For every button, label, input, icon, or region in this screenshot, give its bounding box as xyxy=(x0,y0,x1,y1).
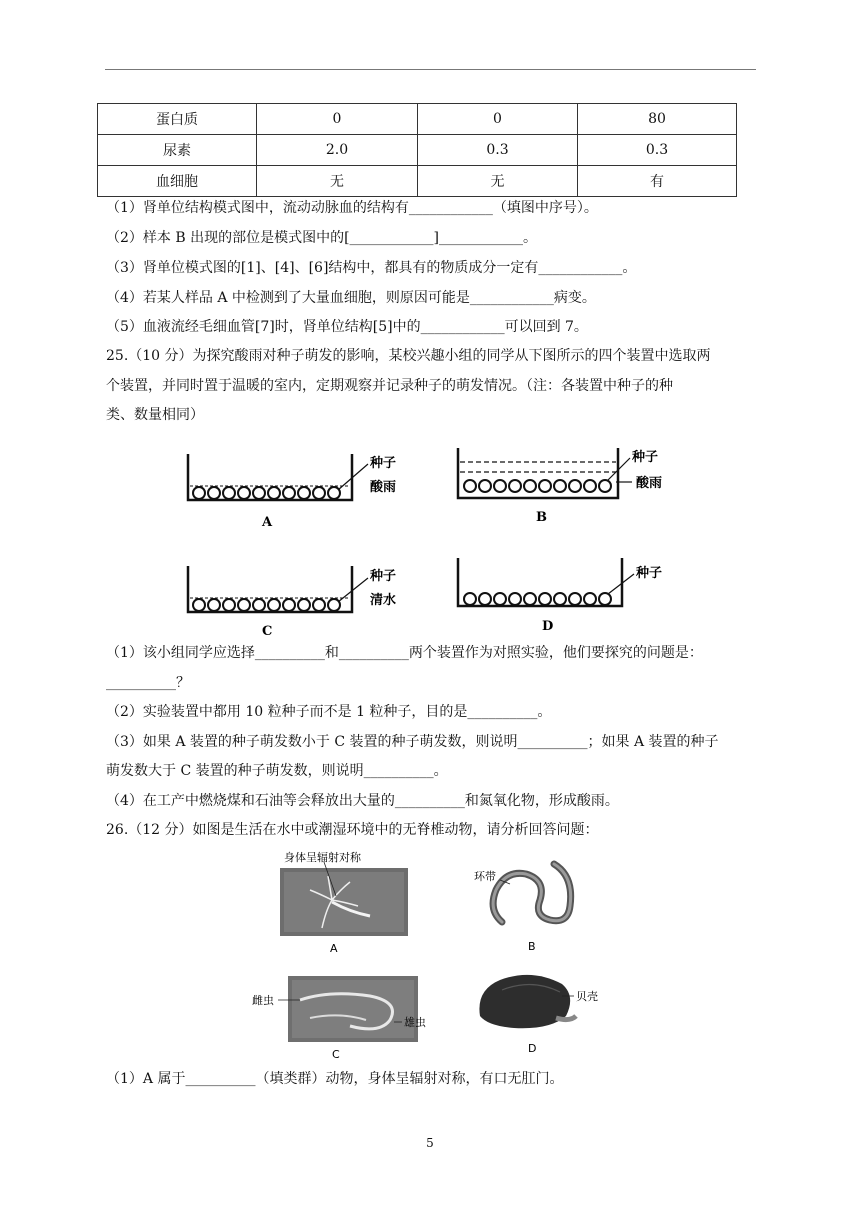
q25-part3-line1: （3）如果 A 装置的种子萌发数小于 C 装置的种子萌发数，则说明__________；如果 A 装置的种子 xyxy=(106,734,719,750)
label-shell: 贝壳 xyxy=(576,990,598,1003)
label-male: 雄虫 xyxy=(404,1016,426,1029)
q25-part3-line2: 萌发数大于 C 装置的种子萌发数，则说明__________。 xyxy=(106,763,448,779)
caption-animal-c: C xyxy=(332,1048,340,1061)
table-row xyxy=(98,135,737,166)
caption-a: A xyxy=(262,515,273,530)
q25-part1-line2: __________？ xyxy=(106,675,190,691)
q24-part2: （2）样本 B 出现的部位是模式图中的[____________]____________。 xyxy=(106,230,538,246)
table-cell: 有 xyxy=(578,166,737,197)
apparatus-c xyxy=(188,566,396,639)
label-female: 雌虫 xyxy=(252,994,274,1007)
label-acid-rain-a: 酸雨 xyxy=(370,480,397,495)
label-radial-symmetry: 身体呈辐射对称 xyxy=(284,851,361,864)
q24-part4: （4）若某人样品 A 中检测到了大量血细胞，则原因可能是____________病变。 xyxy=(106,290,596,306)
table-cell: 无 xyxy=(257,166,418,197)
table-cell: 2.0 xyxy=(257,135,418,166)
caption-b: B xyxy=(536,510,547,525)
table-cell: 蛋白质 xyxy=(98,104,257,135)
table-cell: 80 xyxy=(578,104,737,135)
q25-intro-line2: 个装置，并同时置于温暖的室内，定期观察并记录种子的萌发情况。（注：各装置中种子的种 xyxy=(106,378,673,394)
q24-part5: （5）血液流经毛细血管[7]时，肾单位结构[5]中的____________可以回到 7。 xyxy=(106,319,588,335)
seed-apparatus-figure xyxy=(180,440,700,640)
label-seed-b: 种子 xyxy=(632,450,659,465)
caption-d: D xyxy=(542,619,554,634)
animal-a-photo xyxy=(280,850,408,955)
q25-intro-line1: 25.（10 分）为探究酸雨对种子萌发的影响，某校兴趣小组的同学从下图所示的四个装置中选取两 xyxy=(106,348,711,364)
q25-part1-line1: （1）该小组同学应选择__________和__________两个装置作为对照实验，他们要探究的问题是： xyxy=(106,645,703,661)
q26-intro: 26.（12 分）如图是生活在水中或潮湿环境中的无脊椎动物，请分析回答问题： xyxy=(106,822,599,838)
table-cell: 0.3 xyxy=(578,135,737,166)
label-clitellum: 环带 xyxy=(474,870,496,883)
table-row xyxy=(98,104,737,135)
label-acid-rain-b: 酸雨 xyxy=(636,476,663,491)
animal-d-mussel xyxy=(479,975,598,1055)
label-seed-c: 种子 xyxy=(370,569,397,584)
apparatus-b xyxy=(458,448,662,525)
q24-part3: （3）肾单位模式图的[1]、[4]、[6]结构中，都具有的物质成分一定有____________。 xyxy=(106,260,637,276)
table-cell: 血细胞 xyxy=(98,166,257,197)
q24-part1: （1）肾单位结构模式图中，流动动脉血的结构有____________（填图中序号）。 xyxy=(106,200,598,216)
caption-animal-b: B xyxy=(528,940,536,953)
q25-part2: （2）实验装置中都用 10 粒种子而不是 1 粒种子，目的是__________。 xyxy=(106,704,552,720)
table-cell: 0.3 xyxy=(418,135,578,166)
q25-intro-line3: 类、数量相同） xyxy=(106,407,204,423)
table-cell: 无 xyxy=(418,166,578,197)
table-cell: 0 xyxy=(257,104,418,135)
caption-animal-d: D xyxy=(528,1042,537,1055)
caption-animal-a: A xyxy=(330,942,338,955)
apparatus-a xyxy=(188,454,396,530)
q26-part1: （1）A 属于__________（填类群）动物，身体呈辐射对称，有口无肛门。 xyxy=(106,1071,564,1087)
header-rule xyxy=(105,69,756,70)
table-cell: 0 xyxy=(418,104,578,135)
apparatus-d xyxy=(458,558,662,634)
q25-part4: （4）在工产中燃烧煤和石油等会释放出大量的__________和氮氧化物，形成酸雨。 xyxy=(106,793,619,809)
table-row xyxy=(98,166,737,197)
label-seed-a: 种子 xyxy=(370,456,397,471)
animal-b-earthworm xyxy=(474,864,571,953)
table-cell: 尿素 xyxy=(98,135,257,166)
animal-c-roundworms xyxy=(252,976,426,1061)
data-table xyxy=(97,103,737,197)
label-seed-d: 种子 xyxy=(636,566,663,581)
invertebrates-figure xyxy=(252,850,600,1070)
caption-c: C xyxy=(262,624,273,639)
label-water-c: 清水 xyxy=(370,593,397,608)
page-number: 5 xyxy=(426,1136,434,1150)
